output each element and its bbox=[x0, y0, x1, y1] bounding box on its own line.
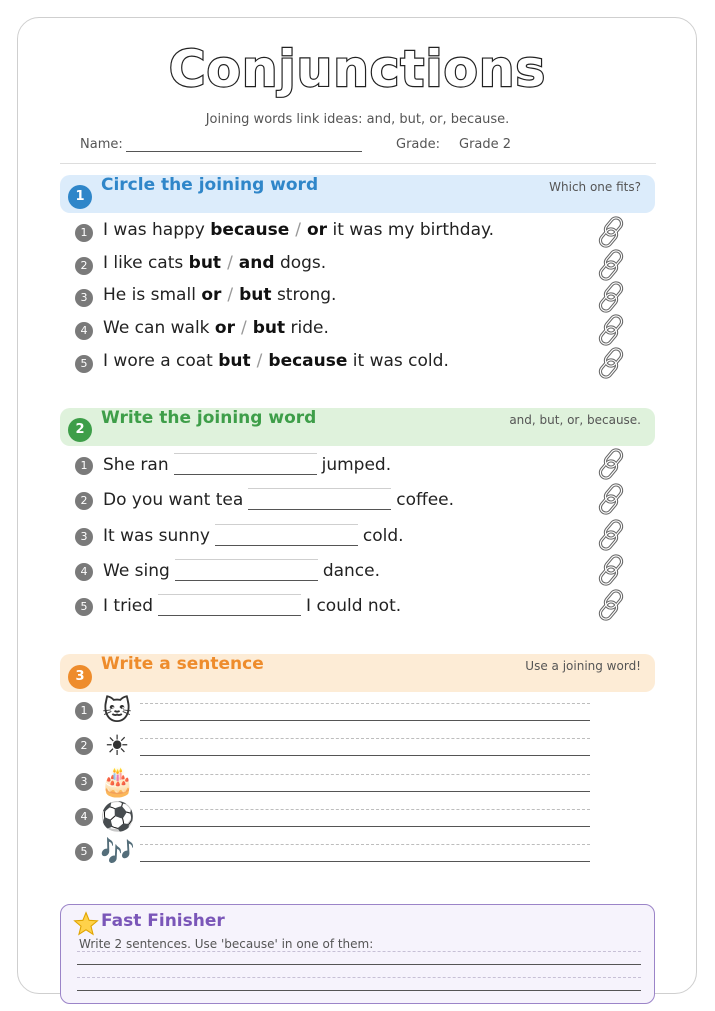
question-number: 1 bbox=[75, 457, 93, 475]
answer-blank[interactable] bbox=[174, 453, 317, 475]
chain-link-icon bbox=[593, 552, 629, 588]
option-word[interactable]: or bbox=[214, 318, 235, 338]
question-number: 2 bbox=[75, 737, 93, 755]
chain-link-icon bbox=[593, 517, 629, 553]
section-number: 3 bbox=[68, 665, 92, 689]
question-number: 3 bbox=[75, 289, 93, 307]
sun-icon: ☀ bbox=[104, 729, 130, 762]
chain-link-icon bbox=[593, 279, 629, 315]
music-notes-icon: 🎶 bbox=[100, 835, 135, 868]
section-hint: and, but, or, because. bbox=[509, 413, 641, 427]
fill-blank-sentence bbox=[103, 453, 391, 475]
writing-line[interactable] bbox=[140, 844, 590, 862]
writing-line[interactable] bbox=[77, 977, 641, 991]
option-word[interactable]: and bbox=[238, 253, 275, 273]
chain-link-icon bbox=[593, 587, 629, 623]
section-1-header bbox=[60, 175, 655, 213]
sentence-end: coffee. bbox=[396, 490, 455, 510]
separator: / bbox=[295, 220, 301, 240]
question-number: 4 bbox=[75, 563, 93, 581]
section-title: Write a sentence bbox=[101, 654, 264, 674]
option-word[interactable]: because bbox=[268, 351, 348, 371]
chain-link-icon bbox=[593, 312, 629, 348]
answer-blank[interactable] bbox=[175, 559, 318, 581]
section-title: Write the joining word bbox=[101, 408, 317, 428]
answer-blank[interactable] bbox=[158, 594, 301, 616]
sentence-end: strong. bbox=[271, 285, 337, 305]
section-hint: Use a joining word! bbox=[525, 659, 641, 673]
separator: / bbox=[241, 318, 247, 338]
question-number: 1 bbox=[75, 224, 93, 242]
question-number: 3 bbox=[75, 528, 93, 546]
star-icon bbox=[73, 911, 99, 937]
fast-finisher-title: Fast Finisher bbox=[101, 911, 225, 931]
fill-blank-sentence bbox=[103, 594, 401, 616]
circle-sentence bbox=[103, 351, 449, 371]
sentence-end: dance. bbox=[322, 561, 381, 581]
circle-sentence bbox=[103, 220, 494, 240]
circle-sentence bbox=[103, 318, 329, 338]
sentence-end: cold. bbox=[362, 526, 404, 546]
chain-link-icon bbox=[593, 247, 629, 283]
sentence-start: She ran bbox=[103, 455, 169, 475]
fill-blank-sentence bbox=[103, 488, 454, 510]
question-number: 5 bbox=[75, 843, 93, 861]
writing-line[interactable] bbox=[140, 809, 590, 827]
sentence-start: I was happy bbox=[103, 220, 211, 240]
fill-blank-sentence bbox=[103, 524, 404, 546]
writing-line[interactable] bbox=[140, 738, 590, 756]
cake-icon: 🎂 bbox=[100, 765, 135, 798]
sentence-end: it was my birthday. bbox=[327, 220, 495, 240]
sentence-end: it was cold. bbox=[347, 351, 449, 371]
grade-value: Grade 2 bbox=[459, 137, 512, 152]
cat-face-icon: 🐱 bbox=[102, 694, 132, 727]
question-number: 4 bbox=[75, 322, 93, 340]
section-number: 1 bbox=[68, 185, 92, 209]
chain-link-icon bbox=[593, 214, 629, 250]
writing-line[interactable] bbox=[140, 703, 590, 721]
grade-label: Grade: bbox=[396, 137, 441, 152]
name-field[interactable] bbox=[126, 151, 362, 152]
soccer-ball-icon: ⚽ bbox=[100, 800, 135, 833]
sentence-start: We can walk bbox=[103, 318, 215, 338]
section-3-header bbox=[60, 654, 655, 692]
fast-finisher-box bbox=[60, 904, 655, 1004]
separator: / bbox=[227, 285, 234, 305]
option-word[interactable]: but bbox=[188, 253, 222, 273]
question-number: 4 bbox=[75, 808, 93, 826]
chain-link-icon bbox=[593, 345, 629, 381]
writing-line[interactable] bbox=[77, 951, 641, 965]
option-word[interactable]: or bbox=[201, 285, 222, 305]
writing-line[interactable] bbox=[140, 774, 590, 792]
option-word[interactable]: but bbox=[252, 318, 286, 338]
page-subtitle: Joining words link ideas: and, but, or, because. bbox=[205, 112, 510, 127]
sentence-end: dogs. bbox=[274, 253, 327, 273]
question-number: 2 bbox=[75, 257, 93, 275]
sentence-end: ride. bbox=[285, 318, 329, 338]
name-label: Name: bbox=[80, 137, 123, 152]
sentence-end: jumped. bbox=[321, 455, 392, 475]
sentence-start: I wore a coat bbox=[103, 351, 219, 371]
sentence-start: We sing bbox=[103, 561, 170, 581]
option-word[interactable]: but bbox=[239, 285, 272, 305]
question-number: 5 bbox=[75, 598, 93, 616]
circle-sentence bbox=[103, 253, 326, 273]
sentence-end: I could not. bbox=[306, 596, 402, 616]
question-number: 3 bbox=[75, 773, 93, 791]
sentence-start: Do you want tea bbox=[103, 490, 244, 510]
page-title: Conjunctions bbox=[168, 40, 547, 98]
chain-link-icon bbox=[593, 481, 629, 517]
sentence-start: He is small bbox=[103, 285, 202, 305]
separator: / bbox=[227, 253, 233, 273]
sentence-start: It was sunny bbox=[103, 526, 210, 546]
section-number: 2 bbox=[68, 418, 92, 442]
sentence-start: I like cats bbox=[103, 253, 189, 273]
section-2-header bbox=[60, 408, 655, 446]
circle-sentence bbox=[103, 285, 336, 305]
option-word[interactable]: because bbox=[210, 220, 290, 240]
section-title: Circle the joining word bbox=[101, 175, 319, 195]
separator: / bbox=[256, 351, 263, 371]
question-number: 5 bbox=[75, 355, 93, 373]
answer-blank[interactable] bbox=[215, 524, 358, 546]
fast-finisher-instruction: Write 2 sentences. Use 'because' in one of them: bbox=[79, 937, 374, 951]
sentence-start: I tried bbox=[103, 596, 154, 616]
chain-link-icon bbox=[593, 446, 629, 482]
question-number: 2 bbox=[75, 492, 93, 510]
header-divider bbox=[60, 163, 656, 164]
option-word[interactable]: but bbox=[218, 351, 251, 371]
fill-blank-sentence bbox=[103, 559, 380, 581]
section-hint: Which one fits? bbox=[549, 180, 641, 194]
option-word[interactable]: or bbox=[306, 220, 328, 240]
answer-blank[interactable] bbox=[248, 488, 391, 510]
question-number: 1 bbox=[75, 702, 93, 720]
